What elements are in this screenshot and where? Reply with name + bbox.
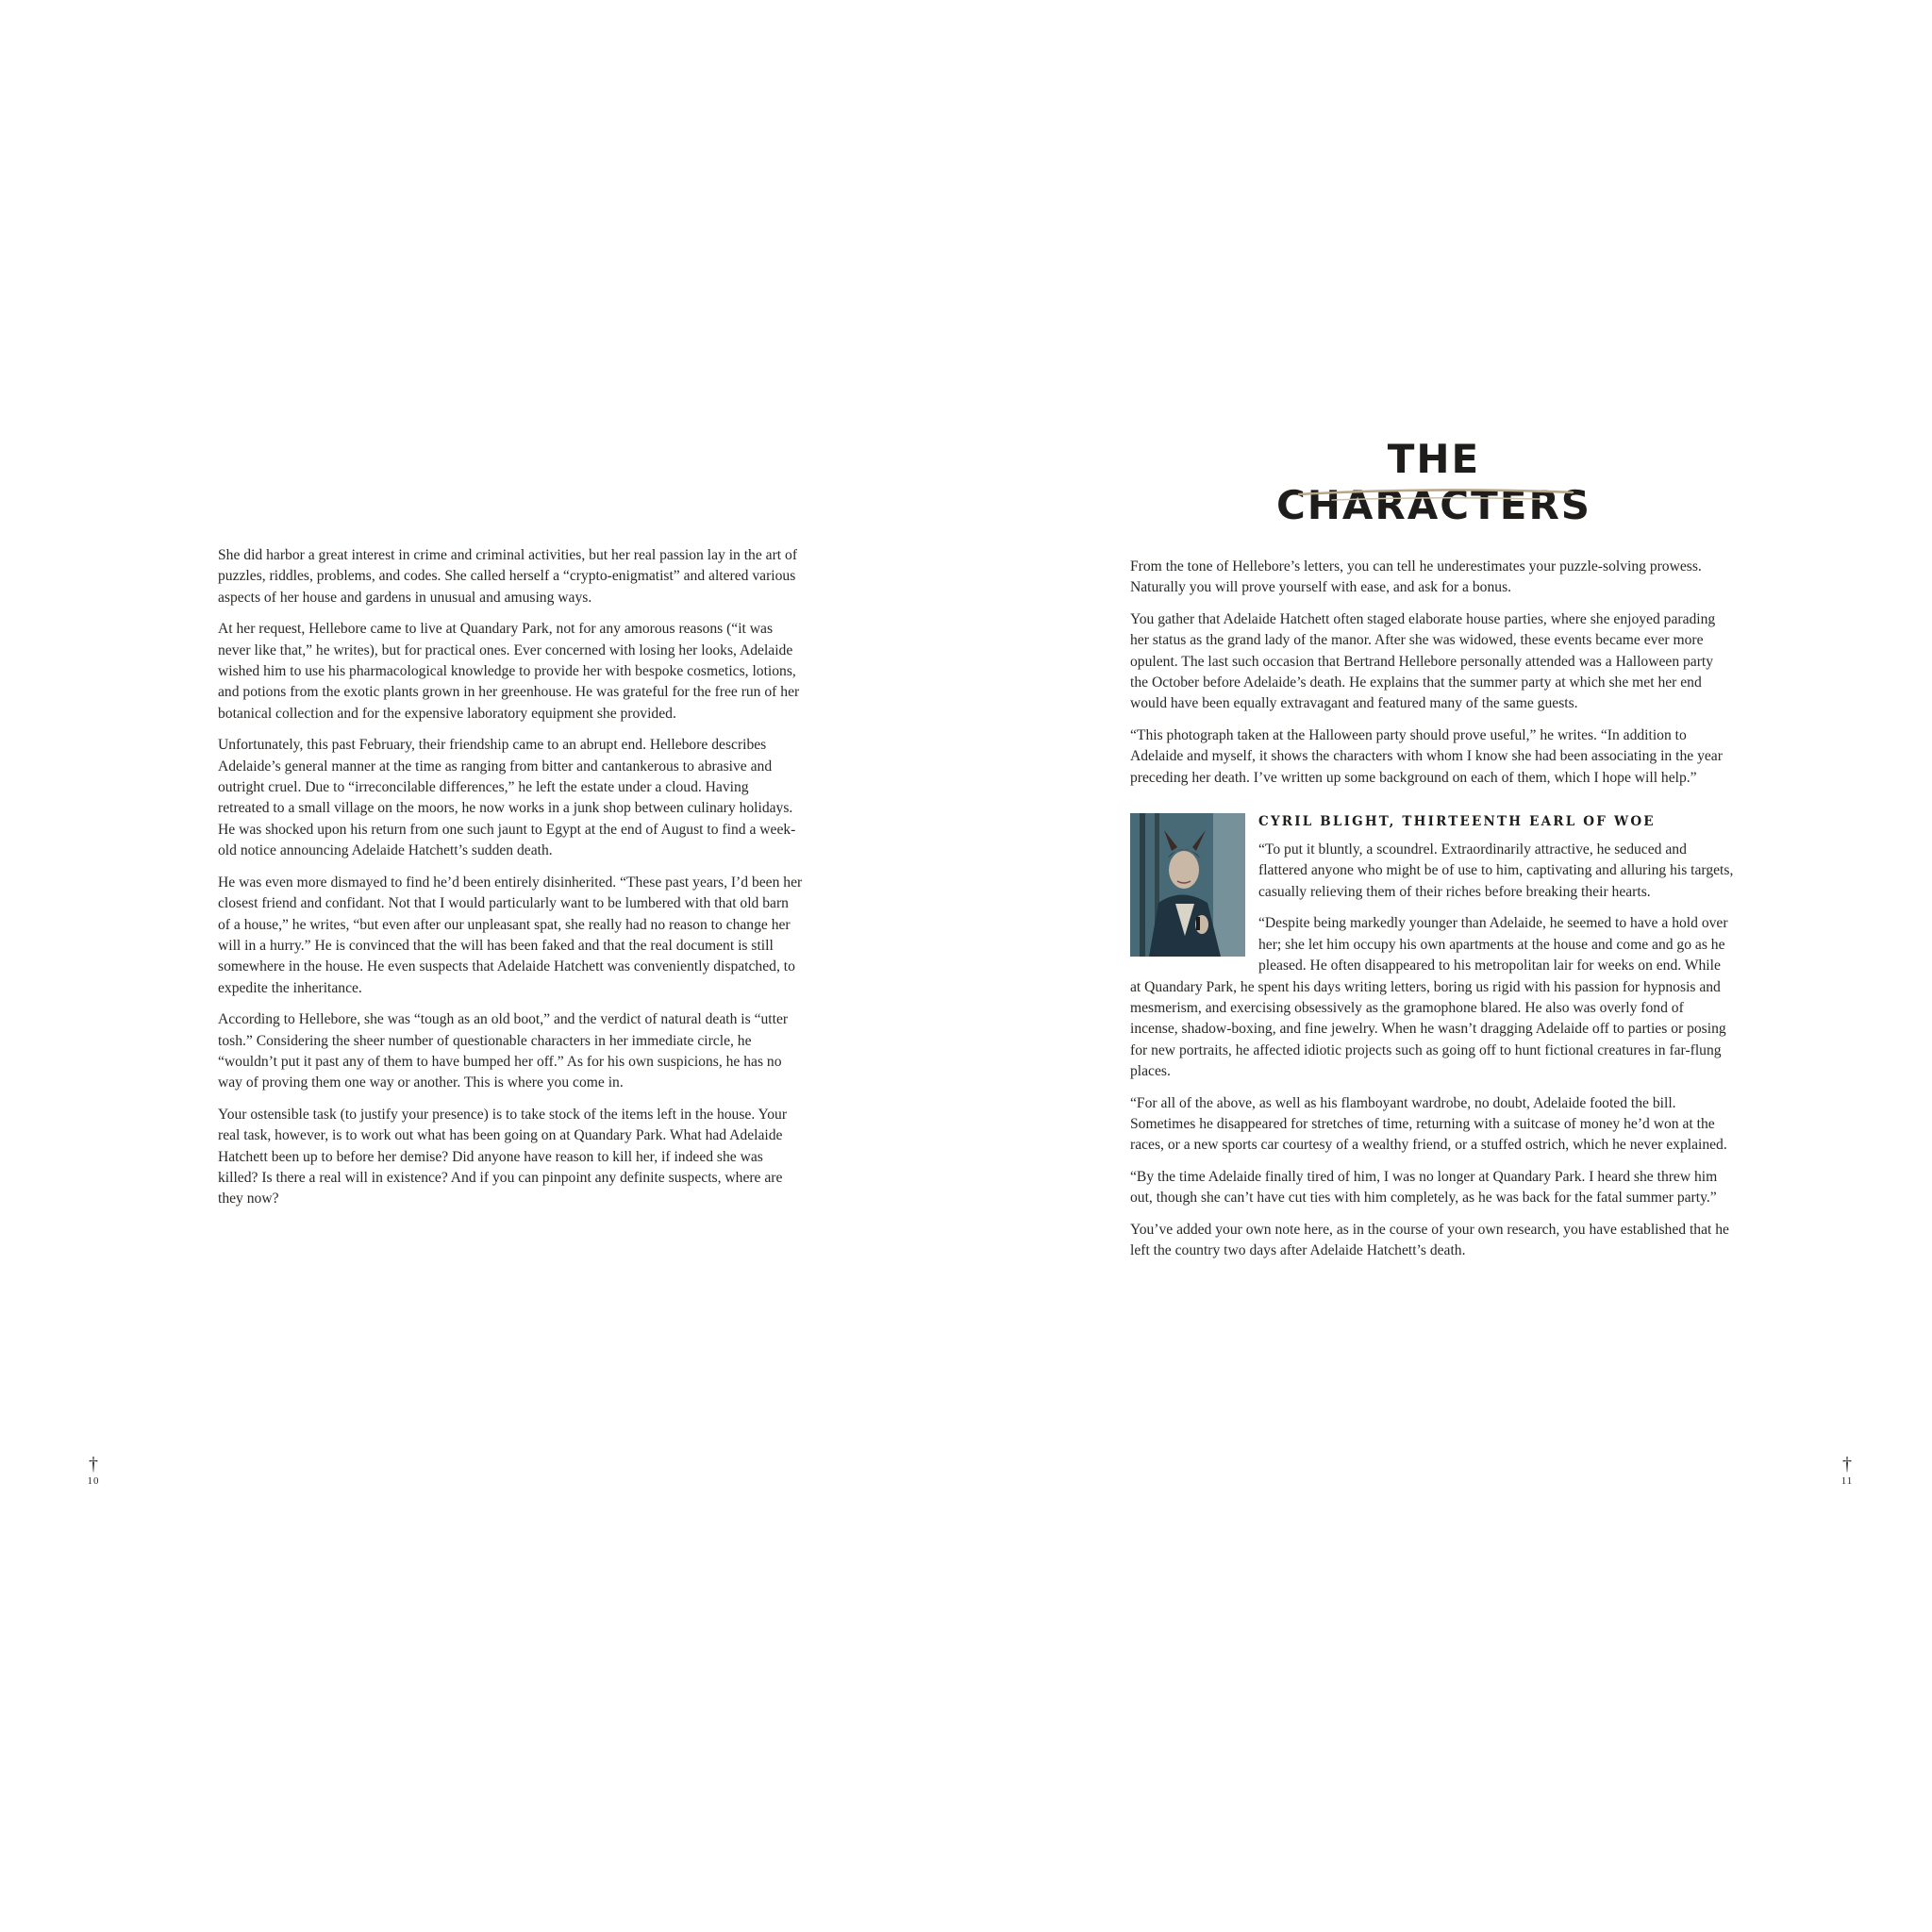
page-number: 10	[87, 1475, 100, 1487]
character-paragraph-5: You’ve added your own note here, as in the course of your own research, you have established that he left the country two days after Adelaide Hatchett’s death.	[1130, 1221, 1729, 1258]
right-body-text	[1130, 557, 1734, 1272]
chapter-title: THE CHARACTERS	[1275, 436, 1592, 528]
dagger-icon: †	[1842, 1454, 1852, 1474]
character-paragraph-2: “Despite being markedly younger than Adelaide, he seemed to have a hold over her; she let him occupy his own apartments at the house and come and go as he pleased. He often disappeared to his metropolitan lair for weeks on end. While at Quandary Park, he spent his days writing letters, boring us rigid with his passion for hypnosis and mesmerism, and exercising obsessively as the gramophone blared. He also was overly fond of incense, shadow-boxing, and fine jewelry. When he wasn’t dragging Adelaide off to parties or posing for new portraits, he affected idiotic projects such as going off to hunt fictional creatures in far-flung places.	[1130, 915, 1728, 1080]
character-paragraph-4: “By the time Adelaide finally tired of him, I was no longer at Quandary Park. I heard she threw him out, though she can’t have cut ties with him completely, as he was back for the fatal summer party.”	[1130, 1168, 1718, 1207]
intro-paragraph-1: From the tone of Hellebore’s letters, you can tell he underestimates your puzzle-solving prowess. Naturally you will prove yourself with ease, and ask for a bonus.	[1130, 558, 1702, 596]
left-paragraph-3: Unfortunately, this past February, their friendship came to an abrupt end. Hellebore describes Adelaide’s general manner at the time as ranging from bitter and cantankerous to abrasive and outright cruel. Due to “irreconcilable differences,” he left the estate under a cloud. Having retreated to a small village on the moors, he now works in a junk shop between culinary holidays. He was shocked upon his return from one such jaunt to Egypt at the end of August to find a week-old notice announcing Adelaide Hatchett’s sudden death.	[218, 737, 796, 859]
left-paragraph-2: At her request, Hellebore came to live at Quandary Park, not for any amorous reasons (“it was never like that,” he writes), but for practical ones. Ever concerned with losing her looks, Adelaide wished him to use his pharmacological knowledge to provide her with bespoke cosmetics, lotions, and potions from the exotic plants grown in her greenhouse. He was grateful for the free run of her botanical collection and for the expensive laboratory equipment she provided.	[218, 621, 800, 722]
left-body-text	[218, 545, 803, 1221]
character-paragraph-3: “For all of the above, as well as his flamboyant wardrobe, no doubt, Adelaide footed the bill. Sometimes he disappeared for stretches of time, returning with a suitcase of money he’d won at the races, or a new sports car courtesy of a wealthy friend, or a stuffed ostrich, which he never explained.	[1130, 1094, 1727, 1154]
character-entry	[1130, 813, 1734, 1261]
intro-paragraph-2: You gather that Adelaide Hatchett often staged elaborate house parties, where she enjoyed parading her status as the grand lady of the manor. After she was widowed, these events became ever more opulent. The last such occasion that Bertrand Hellebore personally attended was a Halloween party the October before Adelaide’s death. He explains that the summer party at which she met her end would have been equally extravagant and featured many of the same guests.	[1130, 610, 1716, 712]
page-number: 11	[1840, 1475, 1854, 1487]
right-page-folio	[1833, 1455, 1861, 1489]
character-portrait-image	[1130, 813, 1245, 957]
left-paragraph-4: He was even more dismayed to find he’d been entirely disinherited. “These past years, I’d been her closest friend and confidant. Not that I would particularly want to be lumbered with that old barn of a house,” he writes, “but even after our unpleasant spat, she really had no reason to change her will in a hurry.” He is convinced that the will has been faked and that the real document is still somewhere in the house. He even suspects that Adelaide Hatchett was conveniently dispatched, to expedite the inheritance.	[218, 874, 803, 996]
title-underline-rule	[1294, 487, 1577, 506]
left-paragraph-6: Your ostensible task (to justify your presence) is to take stock of the items left in the house. Your real task, however, is to work out what has been going on at Quandary Park. What had Adelaide Hatchett been up to before her demise? Did anyone have reason to kill her, if indeed she was killed? Is there a real will in existence? And if you can pinpoint any definite suspects, where are they now?	[218, 1106, 788, 1208]
dagger-icon: †	[89, 1454, 98, 1474]
left-paragraph-1: She did harbor a great interest in crime and criminal activities, but her real passion lay in the art of puzzles, riddles, problems, and codes. She called herself a “crypto-enigmatist” and altered various aspects of her house and gardens in unusual and amusing ways.	[218, 547, 798, 606]
intro-paragraph-3: “This photograph taken at the Halloween party should prove useful,” he writes. “In addition to Adelaide and myself, it shows the characters with whom I know she had been associating in the year preceding her death. I’ve written up some background on each of them, which I hope will help.”	[1130, 726, 1723, 786]
left-paragraph-5: According to Hellebore, she was “tough as an old boot,” and the verdict of natural death is “utter tosh.” Considering the sheer number of questionable characters in her immediate circle, he “wouldn’t put it past any of them to have bumped her off.” As for his own suspicions, he has no way of proving them one way or another. This is where you come in.	[218, 1011, 789, 1091]
character-paragraph-1: “To put it bluntly, a scoundrel. Extraordinarily attractive, he seduced and flattered anyone who might be of use to him, captivating and alluring his targets, casually relieving them of their riches before breaking their hearts.	[1258, 841, 1734, 900]
left-page-folio	[79, 1455, 108, 1489]
character-name-heading: CYRIL BLIGHT, THIRTEENTH EARL OF WOE	[1258, 814, 1656, 830]
